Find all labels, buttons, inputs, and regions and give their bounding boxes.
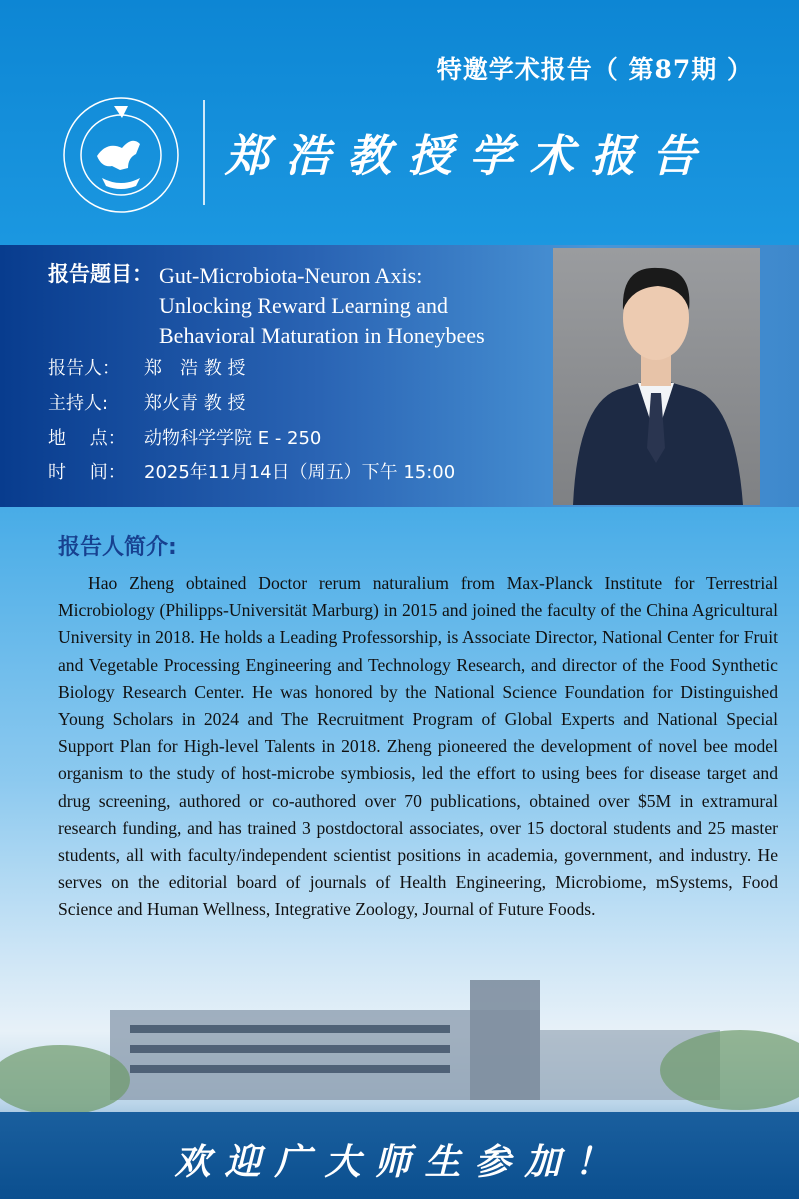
speaker-photo (553, 248, 760, 505)
speaker-row (48, 354, 245, 380)
location-row (48, 424, 321, 450)
footer (0, 1112, 799, 1199)
welcome-text: 欢迎广大师生参加！ (174, 1141, 625, 1183)
bio-heading: 报告人简介: (58, 535, 177, 560)
host-row (48, 389, 245, 415)
location-label: 地 点： (48, 428, 126, 449)
talk-title-line: Gut-Microbiota-Neuron Axis: (159, 263, 423, 288)
speaker-value: 郑 浩 教 授 (144, 358, 246, 379)
speaker-label: 报告人： (48, 358, 120, 379)
time-row (48, 458, 455, 484)
host-value: 郑火青 教 授 (144, 393, 246, 414)
campus-building-image (0, 970, 799, 1112)
talk-title (159, 261, 485, 351)
location-value: 动物科学学院 E - 250 (144, 428, 322, 449)
college-logo (62, 96, 180, 214)
time-value: 2025年11月14日（周五）下午 15:00 (144, 462, 456, 483)
series-label: 特邀学术报告（ 第87期 ） (436, 55, 753, 84)
talk-title-label: 报告题目： (48, 262, 153, 286)
talk-title-line: Behavioral Maturation in Honeybees (159, 323, 485, 348)
talk-title-line: Unlocking Reward Learning and (159, 293, 448, 318)
header-divider (203, 100, 205, 205)
time-label: 时 间： (48, 462, 126, 483)
host-label: 主持人: (48, 393, 109, 414)
bio-text: Hao Zheng obtained Doctor rerum naturalium from Max-Planck Institute for Terrestrial Microbiology (Philipps-Universität Marburg) in 2015 and joined the faculty of the China Agricultural University in 2018. He holds a Leading Professorship, is Associate Director, National Center for Fruit and Vegetable Processing Engineering and Technology Research, and director of the Food Synthetic Biology Research Center. He was honored by the National Science Foundation for Distinguished Young Scholars in 2024 and The Recruitment Program of Global Experts and National Special Support Plan for High-level Talents in 2018. Zheng pioneered the development of novel bee model organism to the study of host-microbe symbiosis, led the effort to using bees for disease target and drug screening, authored or co-authored over 70 publications, obtained over $5M in extramural research funding, and has trained 3 postdoctoral associates, over 15 doctoral students and 25 master students, all with faculty/independent scientist positions in academia, government, and industry. He serves on the editorial board of journals of Health Engineering, Microbiome, mSystems, Food Science and Human Wellness, Integrative Zoology, Journal of Future Foods. (58, 573, 778, 920)
main-title: 郑浩教授学术报告 (225, 131, 713, 182)
